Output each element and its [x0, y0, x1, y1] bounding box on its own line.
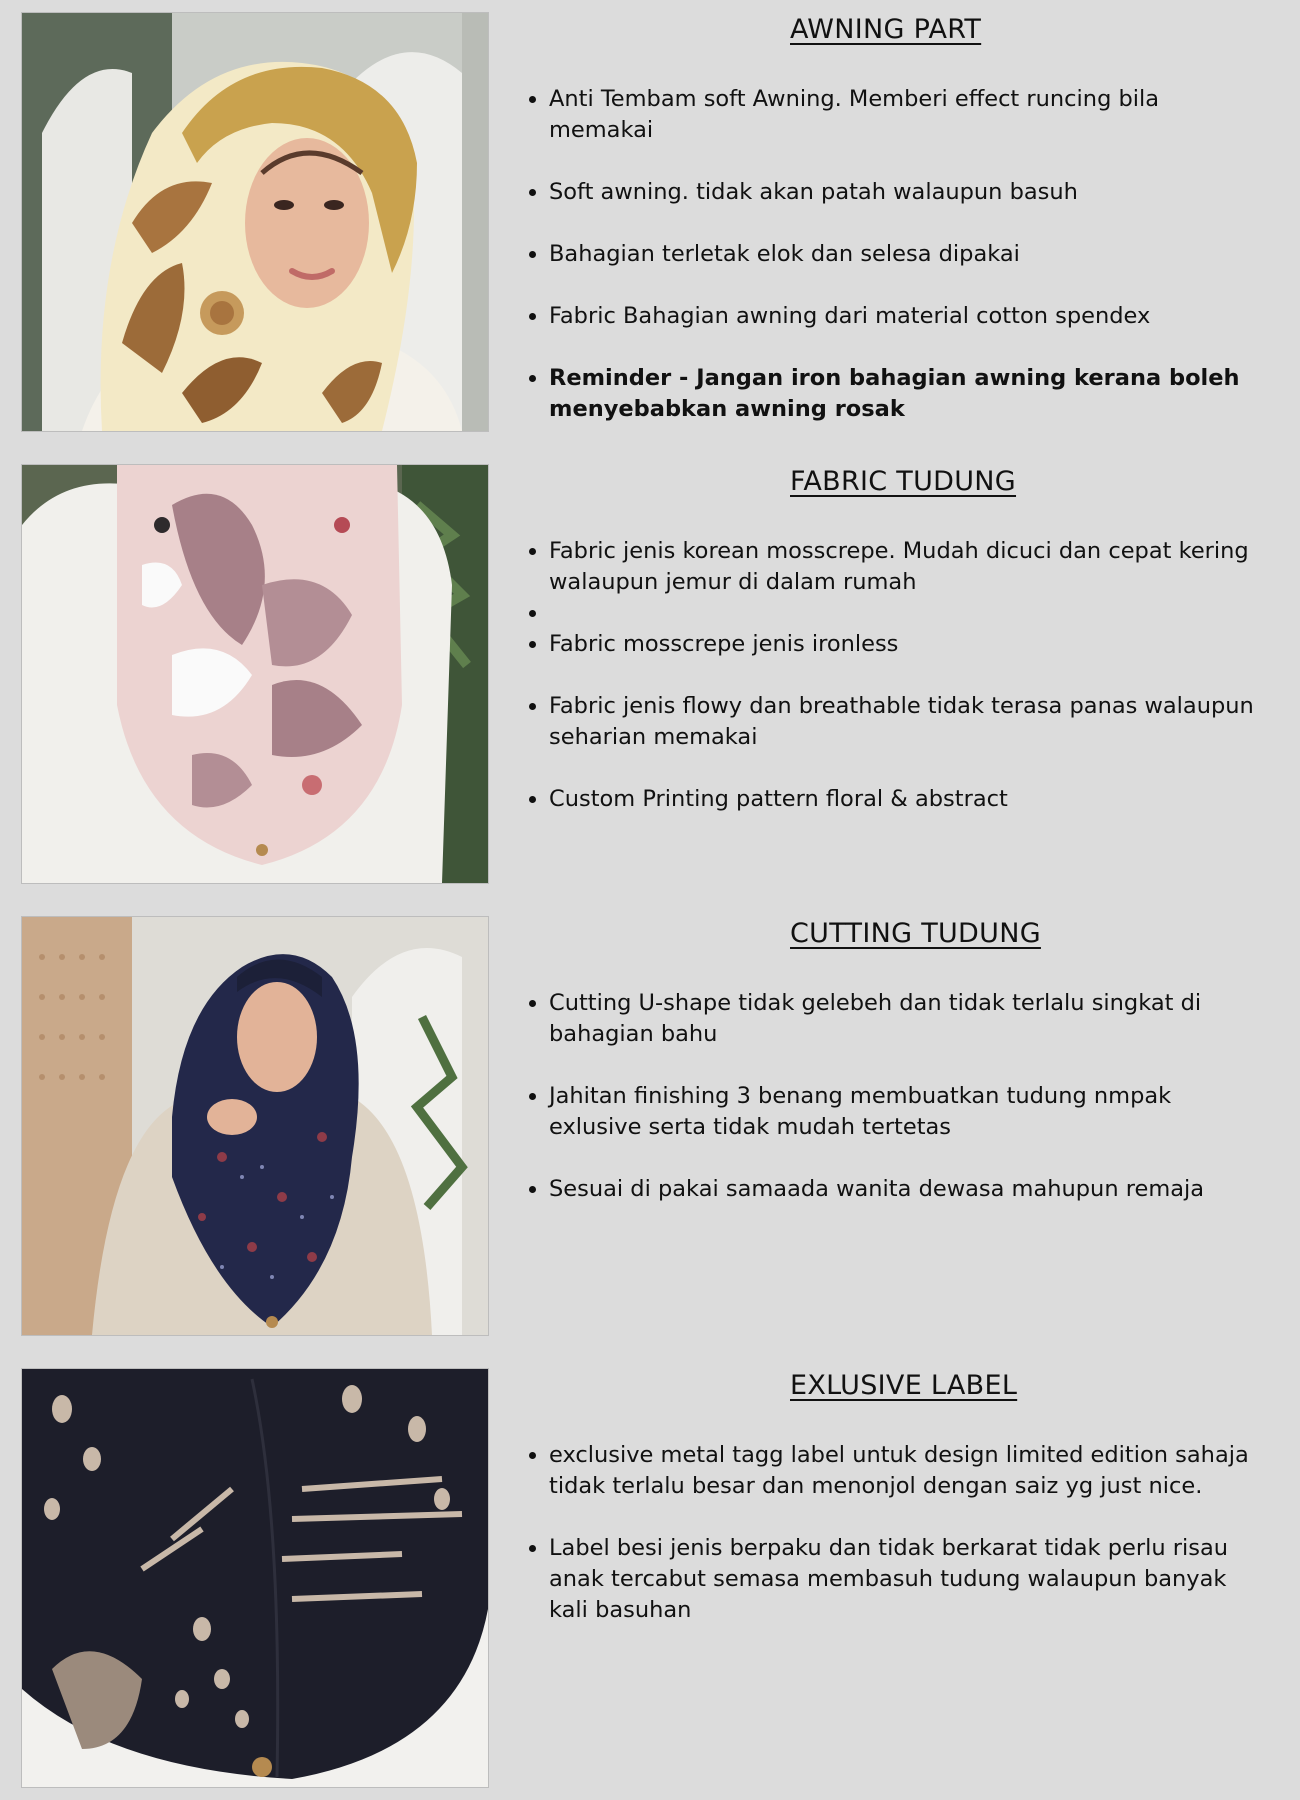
section-awning-part — [0, 0, 1300, 440]
exlusive-label-content — [520, 1356, 1260, 1796]
exlusive-label-photo — [21, 1368, 489, 1788]
section-heading: AWNING PART — [790, 14, 982, 45]
section-cutting-tudung — [0, 904, 1300, 1344]
bullet-list — [520, 536, 1269, 846]
list-item: • Fabric jenis korean mosscrepe. Mudah dicuci dan cepat kering walaupun jemur di dalam rumah — [549, 536, 1269, 598]
section-exlusive-label — [0, 1356, 1300, 1800]
model-hijab-navy-image — [22, 917, 488, 1335]
list-item: • Custom Printing pattern floral & abstract — [549, 784, 1269, 815]
cutting-tudung-photo — [21, 916, 489, 1336]
awning-part-content — [520, 0, 1260, 440]
section-fabric-tudung — [0, 452, 1300, 892]
list-item-empty — [549, 598, 1269, 629]
fabric-tudung-content — [520, 452, 1260, 892]
hijab-black-print-closeup-image — [22, 1369, 488, 1787]
list-item: • Fabric mosscrepe jenis ironless — [549, 629, 1269, 660]
awning-part-photo — [21, 12, 489, 432]
section-heading: EXLUSIVE LABEL — [790, 1370, 1018, 1401]
bullet-list — [520, 1440, 1269, 1657]
section-heading: CUTTING TUDUNG — [790, 918, 1041, 949]
list-item: • Cutting U-shape tidak gelebeh dan tidak terlalu singkat di bahagian bahu — [549, 988, 1269, 1050]
list-item: • Jahitan finishing 3 benang membuatkan tudung nmpak exlusive serta tidak mudah tertetas — [549, 1081, 1269, 1143]
list-item: • Fabric jenis flowy dan breathable tidak terasa panas walaupun seharian memakai — [549, 691, 1269, 753]
list-item: • exclusive metal tagg label untuk design limited edition sahaja tidak terlalu besar dan menonjol dengan saiz yg just nice. — [549, 1440, 1269, 1502]
bullet-list — [520, 988, 1269, 1236]
cutting-tudung-content — [520, 904, 1260, 1344]
bullet-list — [520, 84, 1269, 456]
hijab-back-pink-floral-image — [22, 465, 488, 883]
list-item: • Soft awning. tidak akan patah walaupun basuh — [549, 177, 1269, 208]
list-item: • Bahagian terletak elok dan selesa dipakai — [549, 239, 1269, 270]
list-item: • Sesuai di pakai samaada wanita dewasa mahupun remaja — [549, 1174, 1269, 1205]
model-hijab-yellow-image — [22, 13, 488, 431]
list-item: • Fabric Bahagian awning dari material cotton spendex — [549, 301, 1269, 332]
list-item-reminder: • Reminder - Jangan iron bahagian awning kerana boleh menyebabkan awning rosak — [549, 363, 1269, 425]
list-item: • Anti Tembam soft Awning. Memberi effect runcing bila memakai — [549, 84, 1269, 146]
fabric-tudung-photo — [21, 464, 489, 884]
list-item: • Label besi jenis berpaku dan tidak berkarat tidak perlu risau anak tercabut semasa membasuh tudung walaupun banyak kali basuhan — [549, 1533, 1269, 1626]
section-heading: FABRIC TUDUNG — [790, 466, 1017, 497]
